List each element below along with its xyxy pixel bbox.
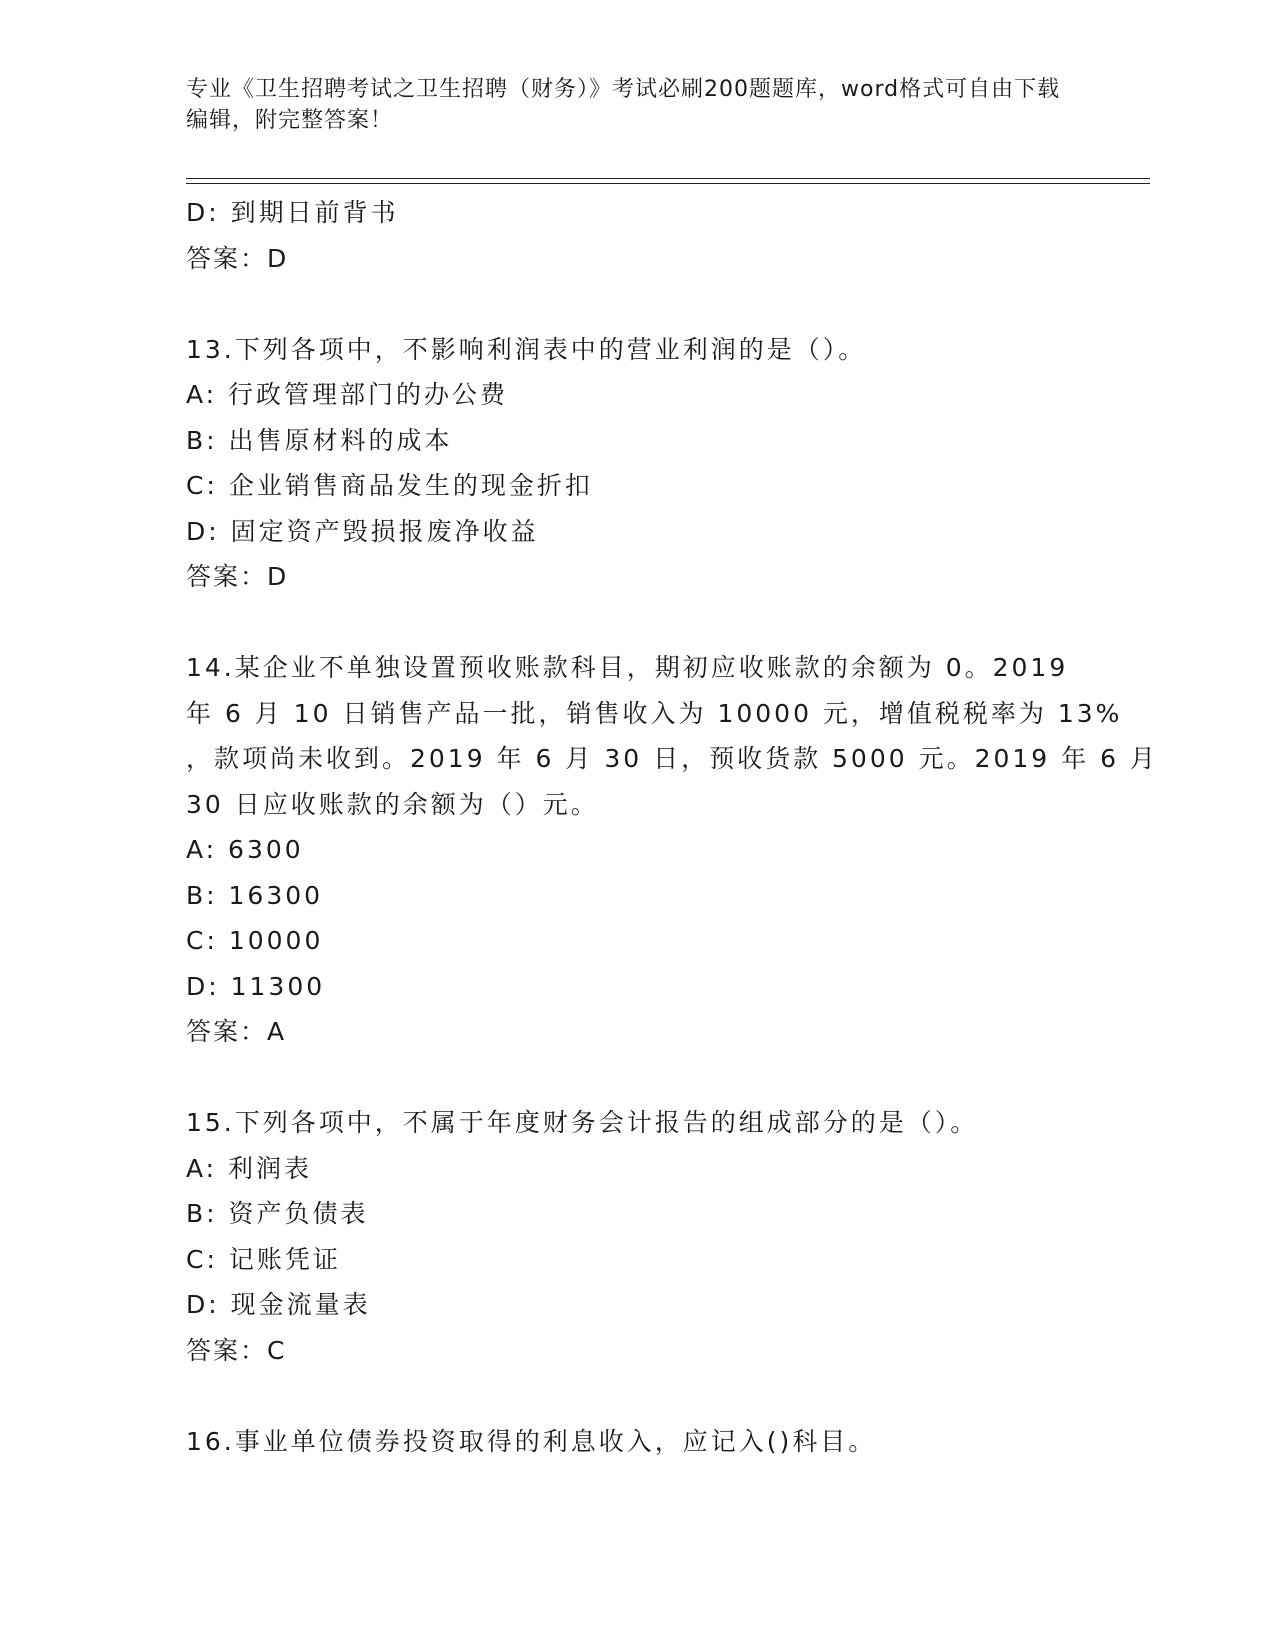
question-content (186, 190, 1158, 1464)
option-a: A: 行政管理部门的办公费 (186, 380, 509, 409)
question-16 (186, 1419, 1086, 1465)
header-divider-bottom (186, 183, 1150, 184)
question-stem: 16.事业单位债券投资取得的利息收入，应记入()科目。 (186, 1426, 877, 1456)
option-c: C: 记账凭证 (186, 1244, 341, 1274)
answer-line: 答案：A (186, 1017, 287, 1046)
option-b: B: 16300 (186, 880, 324, 910)
question-stem: 15.下列各项中，不属于年度财务会计报告的组成部分的是（）。 (186, 1108, 979, 1137)
question-stem-line: 14.某企业不单独设置预收账款科目，期初应收账款的余额为 0。2019 (186, 653, 1069, 682)
question-stem: 13.下列各项中，不影响利润表中的营业利润的是（）。 (186, 334, 867, 364)
option-d: D: 固定资产毁损报废净收益 (186, 516, 539, 546)
question-stem-line: ，款项尚未收到。2019 年 6 月 30 日，预收货款 5000 元。2019 年 6 月 (186, 744, 1158, 773)
question-14 (186, 645, 1158, 1055)
answer-line: 答案：D (186, 243, 289, 273)
option-c: C: 10000 (186, 926, 324, 955)
spacer (186, 1373, 1086, 1419)
option-a: A: 6300 (186, 835, 304, 864)
spacer (186, 600, 1086, 646)
question-stem-line: 30 日应收账款的余额为（）元。 (186, 789, 599, 819)
option-c: C: 企业销售商品发生的现金折扣 (186, 471, 593, 500)
option-d: D: 到期日前背书 (186, 198, 399, 227)
document-header: 专业《卫生招聘考试之卫生招聘（财务）》考试必刷200题题库，word格式可自由下载编辑，附完整答案！ (186, 77, 1061, 133)
spacer (186, 281, 1086, 327)
option-d: D: 11300 (186, 971, 326, 1001)
option-a: A: 利润表 (186, 1153, 313, 1183)
option-b: B: 资产负债表 (186, 1199, 369, 1228)
question-stem-line: 年 6 月 10 日销售产品一批，销售收入为 10000 元，增值税税率为 13% (186, 698, 1123, 728)
question-15 (186, 1100, 1086, 1373)
answer-line: 答案：D (186, 562, 289, 591)
option-b: B: 出售原材料的成本 (186, 425, 453, 455)
spacer (186, 1055, 1086, 1101)
question-13 (186, 327, 1086, 600)
answer-line: 答案：C (186, 1335, 287, 1365)
header-divider-top (186, 178, 1150, 179)
option-d: D: 现金流量表 (186, 1290, 371, 1319)
